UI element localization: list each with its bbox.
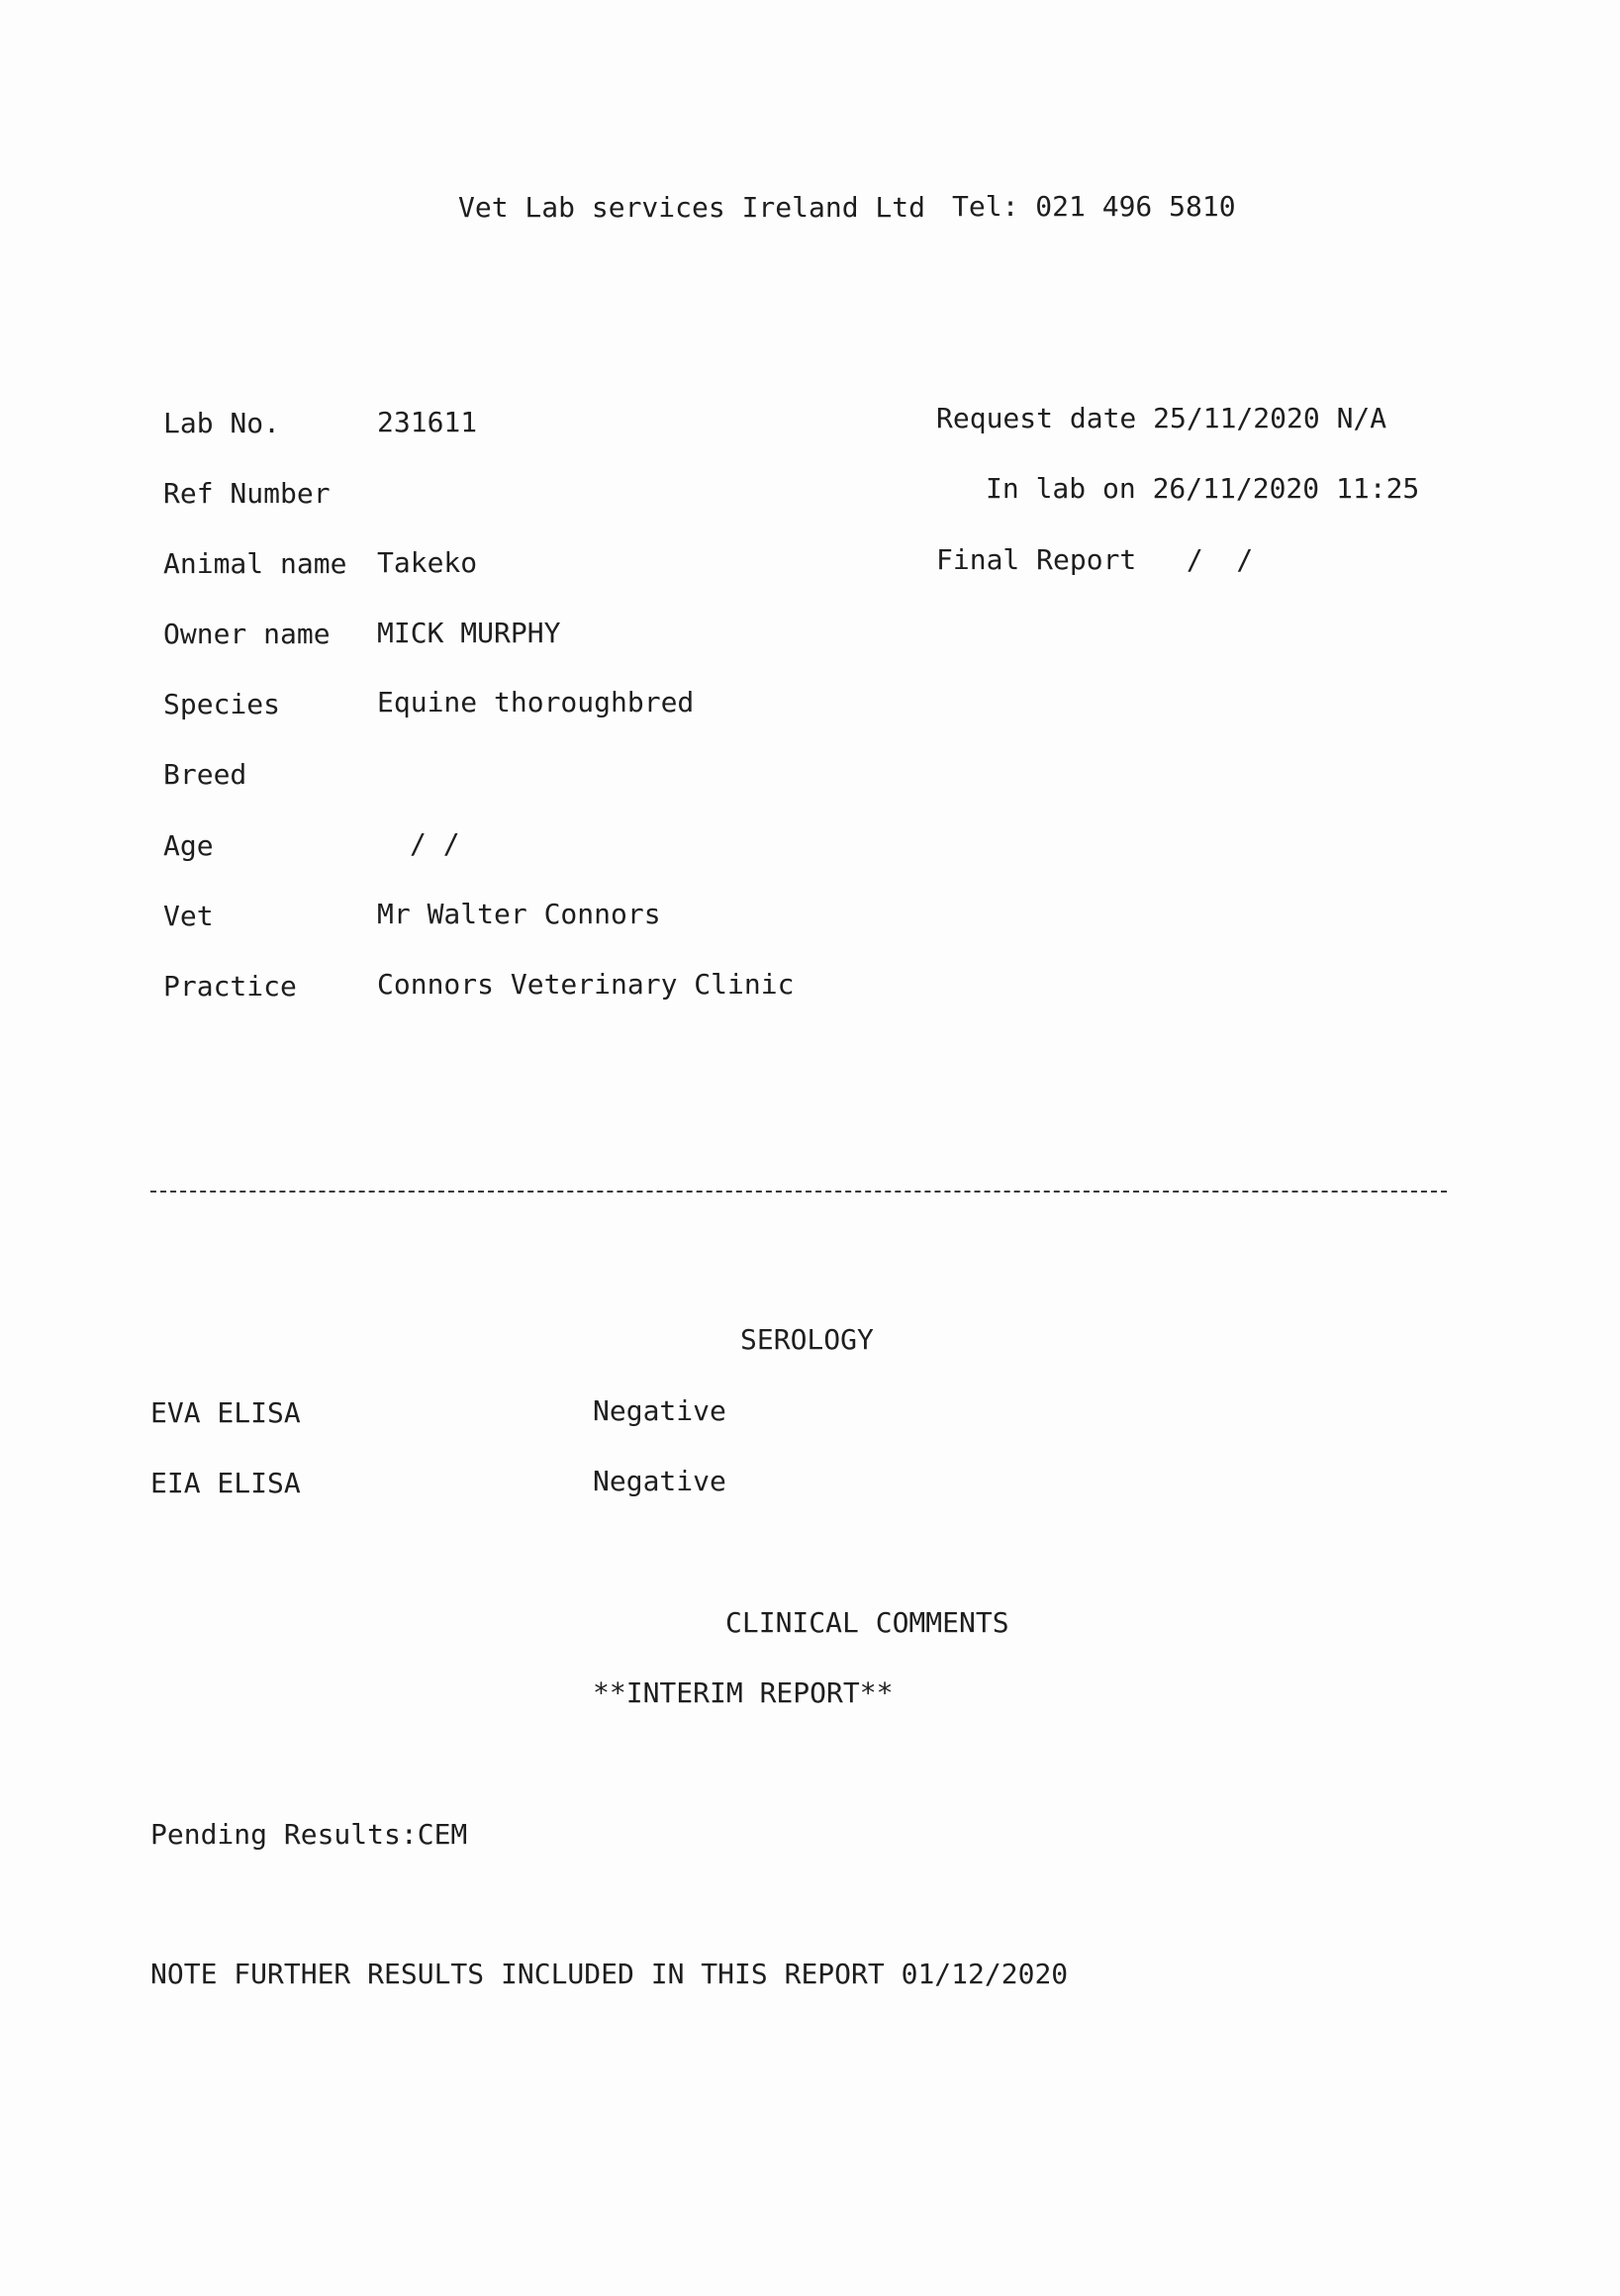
species-value: Equine thoroughbred — [377, 686, 695, 718]
lab-no-value: 231611 — [377, 406, 478, 438]
request-date: Request date 25/11/2020 N/A — [936, 402, 1387, 434]
lab-company-name: Vet Lab services Ireland Ltd — [458, 191, 926, 224]
further-results-note: NOTE FURTHER RESULTS INCLUDED IN THIS REPORT 01/12/2020 — [150, 1958, 1069, 1990]
animal-name-label: Animal name — [163, 547, 347, 580]
lab-no-label: Lab No. — [163, 407, 281, 439]
age-value: / / — [410, 827, 460, 860]
age-label: Age — [163, 829, 214, 862]
serology-test-result: Negative — [593, 1465, 726, 1497]
lab-telephone: Tel: 021 496 5810 — [952, 190, 1236, 223]
ref-number-label: Ref Number — [163, 477, 331, 510]
in-lab-date: In lab on 26/11/2020 11:25 — [986, 472, 1420, 505]
interim-report-label: **INTERIM REPORT** — [593, 1676, 894, 1709]
vet-label: Vet — [163, 900, 214, 932]
breed-label: Breed — [163, 758, 247, 791]
owner-name-value: MICK MURPHY — [377, 617, 561, 649]
animal-name-value: Takeko — [377, 546, 478, 579]
clinical-comments-heading: CLINICAL COMMENTS — [725, 1606, 1009, 1639]
serology-test-result: Negative — [593, 1394, 726, 1427]
pending-results: Pending Results:CEM — [150, 1818, 468, 1851]
species-label: Species — [163, 688, 281, 720]
serology-test-name: EIA ELISA — [150, 1467, 301, 1499]
vet-value: Mr Walter Connors — [377, 898, 661, 930]
serology-heading: SEROLOGY — [740, 1323, 874, 1356]
practice-value: Connors Veterinary Clinic — [377, 968, 795, 1001]
serology-test-name: EVA ELISA — [150, 1396, 301, 1429]
owner-name-label: Owner name — [163, 618, 331, 650]
practice-label: Practice — [163, 970, 297, 1003]
final-report-date: Final Report / / — [936, 543, 1254, 576]
section-divider — [150, 1191, 1447, 1193]
